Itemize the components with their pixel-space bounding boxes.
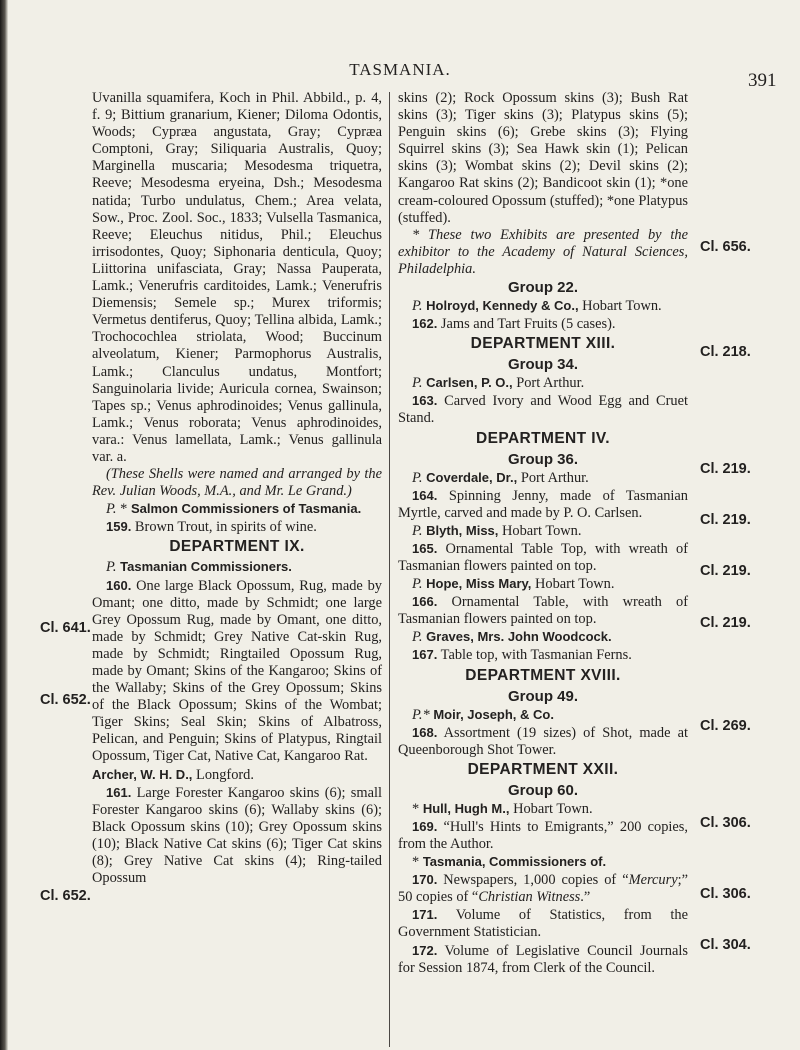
exhibitor-name: Holroyd, Kennedy & Co.,: [426, 298, 579, 314]
exhibitor-name: Hull, Hugh M.,: [422, 800, 510, 816]
exhibitor-name: Blyth, Miss,: [426, 522, 499, 538]
exhibitor-name: Hope, Miss Mary,: [426, 576, 532, 592]
item-number: 168.: [412, 724, 438, 740]
running-header: TASMANIA.: [349, 60, 451, 79]
exhibitor-name: Graves, Mrs. John Woodcock.: [426, 629, 612, 645]
prize-marker: P.: [412, 469, 423, 486]
item-description: Carved Ivory and Wood Egg and Cruet Stand.: [398, 393, 688, 427]
item-number: 164.: [412, 487, 438, 503]
right-column: [398, 90, 688, 977]
exhibit-item-161: [92, 784, 382, 888]
exhibitor-entry-graves: [398, 628, 688, 646]
exhibit-item-168: [398, 724, 688, 759]
continued-skins-list: skins (2); Rock Opossum skins (3); Bush Rat skins (3); Tiger skins (3); Platypus skins (5); Penguin skins (6); Grebe skins (3); Flying Squirrel skins (3); Sea Hawk skin (1); Pelican skins (3); Wombat skins (2); Devil skins (2); Kangaroo Rat skins (2); Bandicoot skin (1); *one cream-coloured Opossum (stuffed); *one Platypus (stuffed).: [398, 90, 688, 226]
exhibitor-entry-carlsen: [398, 374, 688, 392]
class-number-right-219d: Cl. 219.: [700, 615, 751, 631]
department-heading-xxii: DEPARTMENT XXII.: [467, 760, 619, 778]
exhibitor-location: Hobart Town.: [582, 298, 662, 315]
class-number-right-219c: Cl. 219.: [700, 563, 751, 579]
item-description-part: ;” 50 copies of “: [398, 872, 688, 906]
exhibit-item-166: [398, 593, 688, 628]
exhibitor-entry-hull: [398, 800, 688, 818]
item-description: Table top, with Tasmanian Ferns.: [440, 647, 632, 664]
item-number: 166.: [412, 594, 438, 610]
item-description: “Hull's Hints to Emigrants,” 200 copies, from the Author.: [398, 818, 688, 852]
exhibitor-entry-coverdale: [398, 469, 688, 487]
item-description: Volume of Statistics, from the Government Statistician.: [398, 907, 688, 941]
newspaper-title-mercury: Mercury: [628, 872, 678, 889]
shell-species-list: Uvanilla squamifera, Koch in Phil. Abbild., p. 4, f. 9; Bittium granarium, Kiener; Diloma Odontis, Woods; Cypræa angustata, Gray; Cypræa Comptoni, Gray; Siliquaria Australis, Quoy; Marginella muscaria; Mesodesma triquetra, Reeve; Mesodesma eryeina, Dsh.; Mesodesma natida; Turbo undulatus, Chem.; Area velata, Sow., Proc. Zool. Soc., 1833; Vulsella Tasmanica, Reeve; Eleuchus nitidus, Phil.; Eleuchus irrisodontes, Quoy; Siphonaria denticula, Quoy; Liittorina unifasciata, Gray; Nassa Pauperata, Lamk.; Venerufris carditoides, Lamk.; Venerufris Diemensis; Semele sp.; Murex triformis; Vermetus dentiferus, Quoy; Tellina albida, Lamk.; Trochocochlea striolata, Wood; Buccinum alveolatum, Kiener; Parmophorus Australis, Lamk.; Clanculus undatus, Montfort; Sanguinolaria livide; Auricula cornea, Swainson; Tapes sp.; Venus aphrodinoides; Venus gallinula, Lamk.; Venus roborata; Venus aphrodinoides, vara.: Venus lamellata, Lamk.; Venus gallinula var. a.: [92, 90, 382, 465]
page-number: 391: [748, 70, 777, 91]
exhibit-item-159: [92, 518, 382, 536]
item-number: 162.: [412, 316, 438, 332]
exhibit-item-170: [398, 871, 688, 906]
exhibitor-entry-holroyd: [398, 297, 688, 315]
prize-marker: P.: [106, 559, 117, 576]
exhibitor-name: Moir, Joseph, & Co.: [433, 706, 554, 722]
exhibitor-name: Salmon Commissioners of Tasmania.: [130, 501, 362, 517]
exhibitor-location: Port Arthur.: [520, 469, 589, 486]
item-number: 165.: [412, 540, 438, 556]
item-description: Brown Trout, in spirits of wine.: [134, 519, 317, 536]
star-marker: *: [412, 854, 420, 871]
class-number-left-652a: Cl. 652.: [40, 692, 91, 708]
class-number-right-219a: Cl. 219.: [700, 461, 751, 477]
class-number-right-306b: Cl. 306.: [700, 886, 751, 902]
exhibit-item-162: [398, 315, 688, 333]
exhibitor-name: Coverdale, Dr.,: [426, 469, 518, 485]
item-description: Ornamental Table, with wreath of Tasmanian flowers painted on top.: [398, 594, 688, 628]
newspaper-title-christian-witness: Christian Witness: [478, 889, 581, 906]
item-number: 167.: [412, 647, 438, 663]
prize-marker: P.: [106, 501, 117, 518]
class-number-right-219b: Cl. 219.: [700, 512, 751, 528]
exhibit-item-160: [92, 577, 382, 766]
item-number: 170.: [412, 872, 438, 888]
prize-marker: P.*: [412, 706, 430, 723]
exhibitor-location: Hobart Town.: [502, 522, 582, 539]
prize-marker: P.: [412, 522, 423, 539]
exhibitor-name: Archer, W. H. D.,: [92, 766, 193, 782]
department-heading-xiii: DEPARTMENT XIII.: [470, 335, 616, 353]
prize-marker: P.: [412, 629, 423, 646]
exhibits-presented-note: * These two Exhibits are presented by the exhibitor to the Academy of Natural Sciences, Philadelphia.: [398, 226, 688, 277]
item-description: One large Black Opossum, Rug, made by Omant; one ditto, made by Schmidt; one large Grey Opossum Rug, made by Omant, one ditto, made by Schmidt; Grey Native Cat-skin Rug, made by Schmidt; Ringtailed Opossum Rug, made by Omant; Skins of the Kangaroo; Skins of the Wallaby; Skins of the Grey Opossum; Skins of the Black Opossum; Skins of the Wombat; Tiger Skins; Seal Skin; Skins of Albatross, Pelican, and Penguin; Skins of Platypus, Ringtail Opossum, Tiger Cat, Native Cat, Kangaroo Rat.: [92, 577, 382, 765]
shells-naming-note: (These Shells were named and arranged by the Rev. Julian Woods, M.A., and Mr. Le Grand.): [92, 466, 382, 500]
exhibit-item-169: [398, 818, 688, 853]
group-heading-36: Group 36.: [507, 450, 578, 468]
item-description: Ornamental Table Top, with wreath of Tasmanian flowers painted on top.: [398, 540, 688, 574]
class-number-right-304: Cl. 304.: [700, 937, 751, 953]
exhibitor-entry-blyth: [398, 522, 688, 540]
exhibitor-entry-archer: [92, 766, 382, 784]
exhibitor-name: Tasmanian Commissioners.: [120, 559, 292, 575]
exhibit-item-163: [398, 392, 688, 427]
exhibit-item-167: [398, 646, 688, 664]
item-description: Spinning Jenny, made of Tasmanian Myrtle, carved and made by P. O. Carlsen.: [398, 487, 688, 521]
exhibit-item-165: [398, 540, 688, 575]
item-number: 160.: [106, 577, 132, 593]
item-description: Large Forester Kangaroo skins (6); small Forester Kangaroo skins (6); Wallaby skins (6); Black Opossum skins (10); Grey Opossum skins (10); Black Native Cat skins (6); Tiger Cat skins (8); Grey Native Cat skins (4); Ring-tailed Opossum: [92, 784, 382, 887]
exhibitor-location: Hobart Town.: [535, 576, 615, 593]
class-number-right-269: Cl. 269.: [700, 718, 751, 734]
star-marker: *: [412, 800, 420, 817]
item-description-part: .”: [580, 889, 591, 906]
exhibit-item-171: [398, 906, 688, 941]
item-description: Volume of Legislative Council Journals for Session 1874, from Clerk of the Council.: [398, 942, 688, 976]
star-marker: *: [120, 501, 128, 518]
item-description: Jams and Tart Fruits (5 cases).: [440, 316, 616, 333]
exhibitor-location: Longford.: [196, 766, 254, 783]
item-number: 169.: [412, 818, 438, 834]
exhibitor-location: Port Arthur.: [516, 375, 585, 392]
prize-marker: P.: [412, 298, 423, 315]
prize-marker: P.: [412, 576, 423, 593]
group-heading-60: Group 60.: [507, 781, 578, 799]
item-description-part: Newspapers, 1,000 copies of “: [443, 872, 629, 889]
page-left-edge-shadow: [0, 0, 8, 1050]
class-number-left-641: Cl. 641.: [40, 620, 91, 636]
department-heading-xviii: DEPARTMENT XVIII.: [465, 666, 621, 684]
group-heading-22: Group 22.: [507, 279, 578, 297]
item-number: 163.: [412, 393, 438, 409]
department-heading-iv: DEPARTMENT IV.: [476, 429, 610, 447]
exhibitor-entry-tasmanian-commissioners: [92, 558, 382, 576]
column-divider: [389, 92, 390, 1047]
item-number: 172.: [412, 942, 438, 958]
prize-marker: P.: [412, 375, 423, 392]
class-number-right-656: Cl. 656.: [700, 239, 751, 255]
group-heading-49: Group 49.: [507, 687, 578, 705]
exhibitor-entry-tasmania-commissioners: [398, 853, 688, 871]
exhibitor-entry-salmon: [92, 500, 382, 518]
exhibit-item-172: [398, 942, 688, 977]
class-number-left-652b: Cl. 652.: [40, 888, 91, 904]
left-column: [92, 90, 382, 887]
exhibitor-name: Carlsen, P. O.,: [426, 375, 513, 391]
group-heading-34: Group 34.: [507, 356, 578, 374]
class-number-right-306a: Cl. 306.: [700, 815, 751, 831]
item-number: 159.: [106, 519, 132, 535]
department-heading-ix: DEPARTMENT IX.: [169, 538, 305, 556]
exhibitor-entry-hope: [398, 575, 688, 593]
exhibitor-location: Hobart Town.: [513, 800, 593, 817]
exhibit-item-164: [398, 487, 688, 522]
exhibitor-name: Tasmania, Commissioners of.: [422, 854, 607, 870]
class-number-right-218: Cl. 218.: [700, 344, 751, 360]
exhibitor-entry-moir: [398, 706, 688, 724]
item-number: 161.: [106, 784, 132, 800]
item-description: Assortment (19 sizes) of Shot, made at Queenborough Shot Tower.: [398, 724, 688, 758]
item-number: 171.: [412, 907, 438, 923]
